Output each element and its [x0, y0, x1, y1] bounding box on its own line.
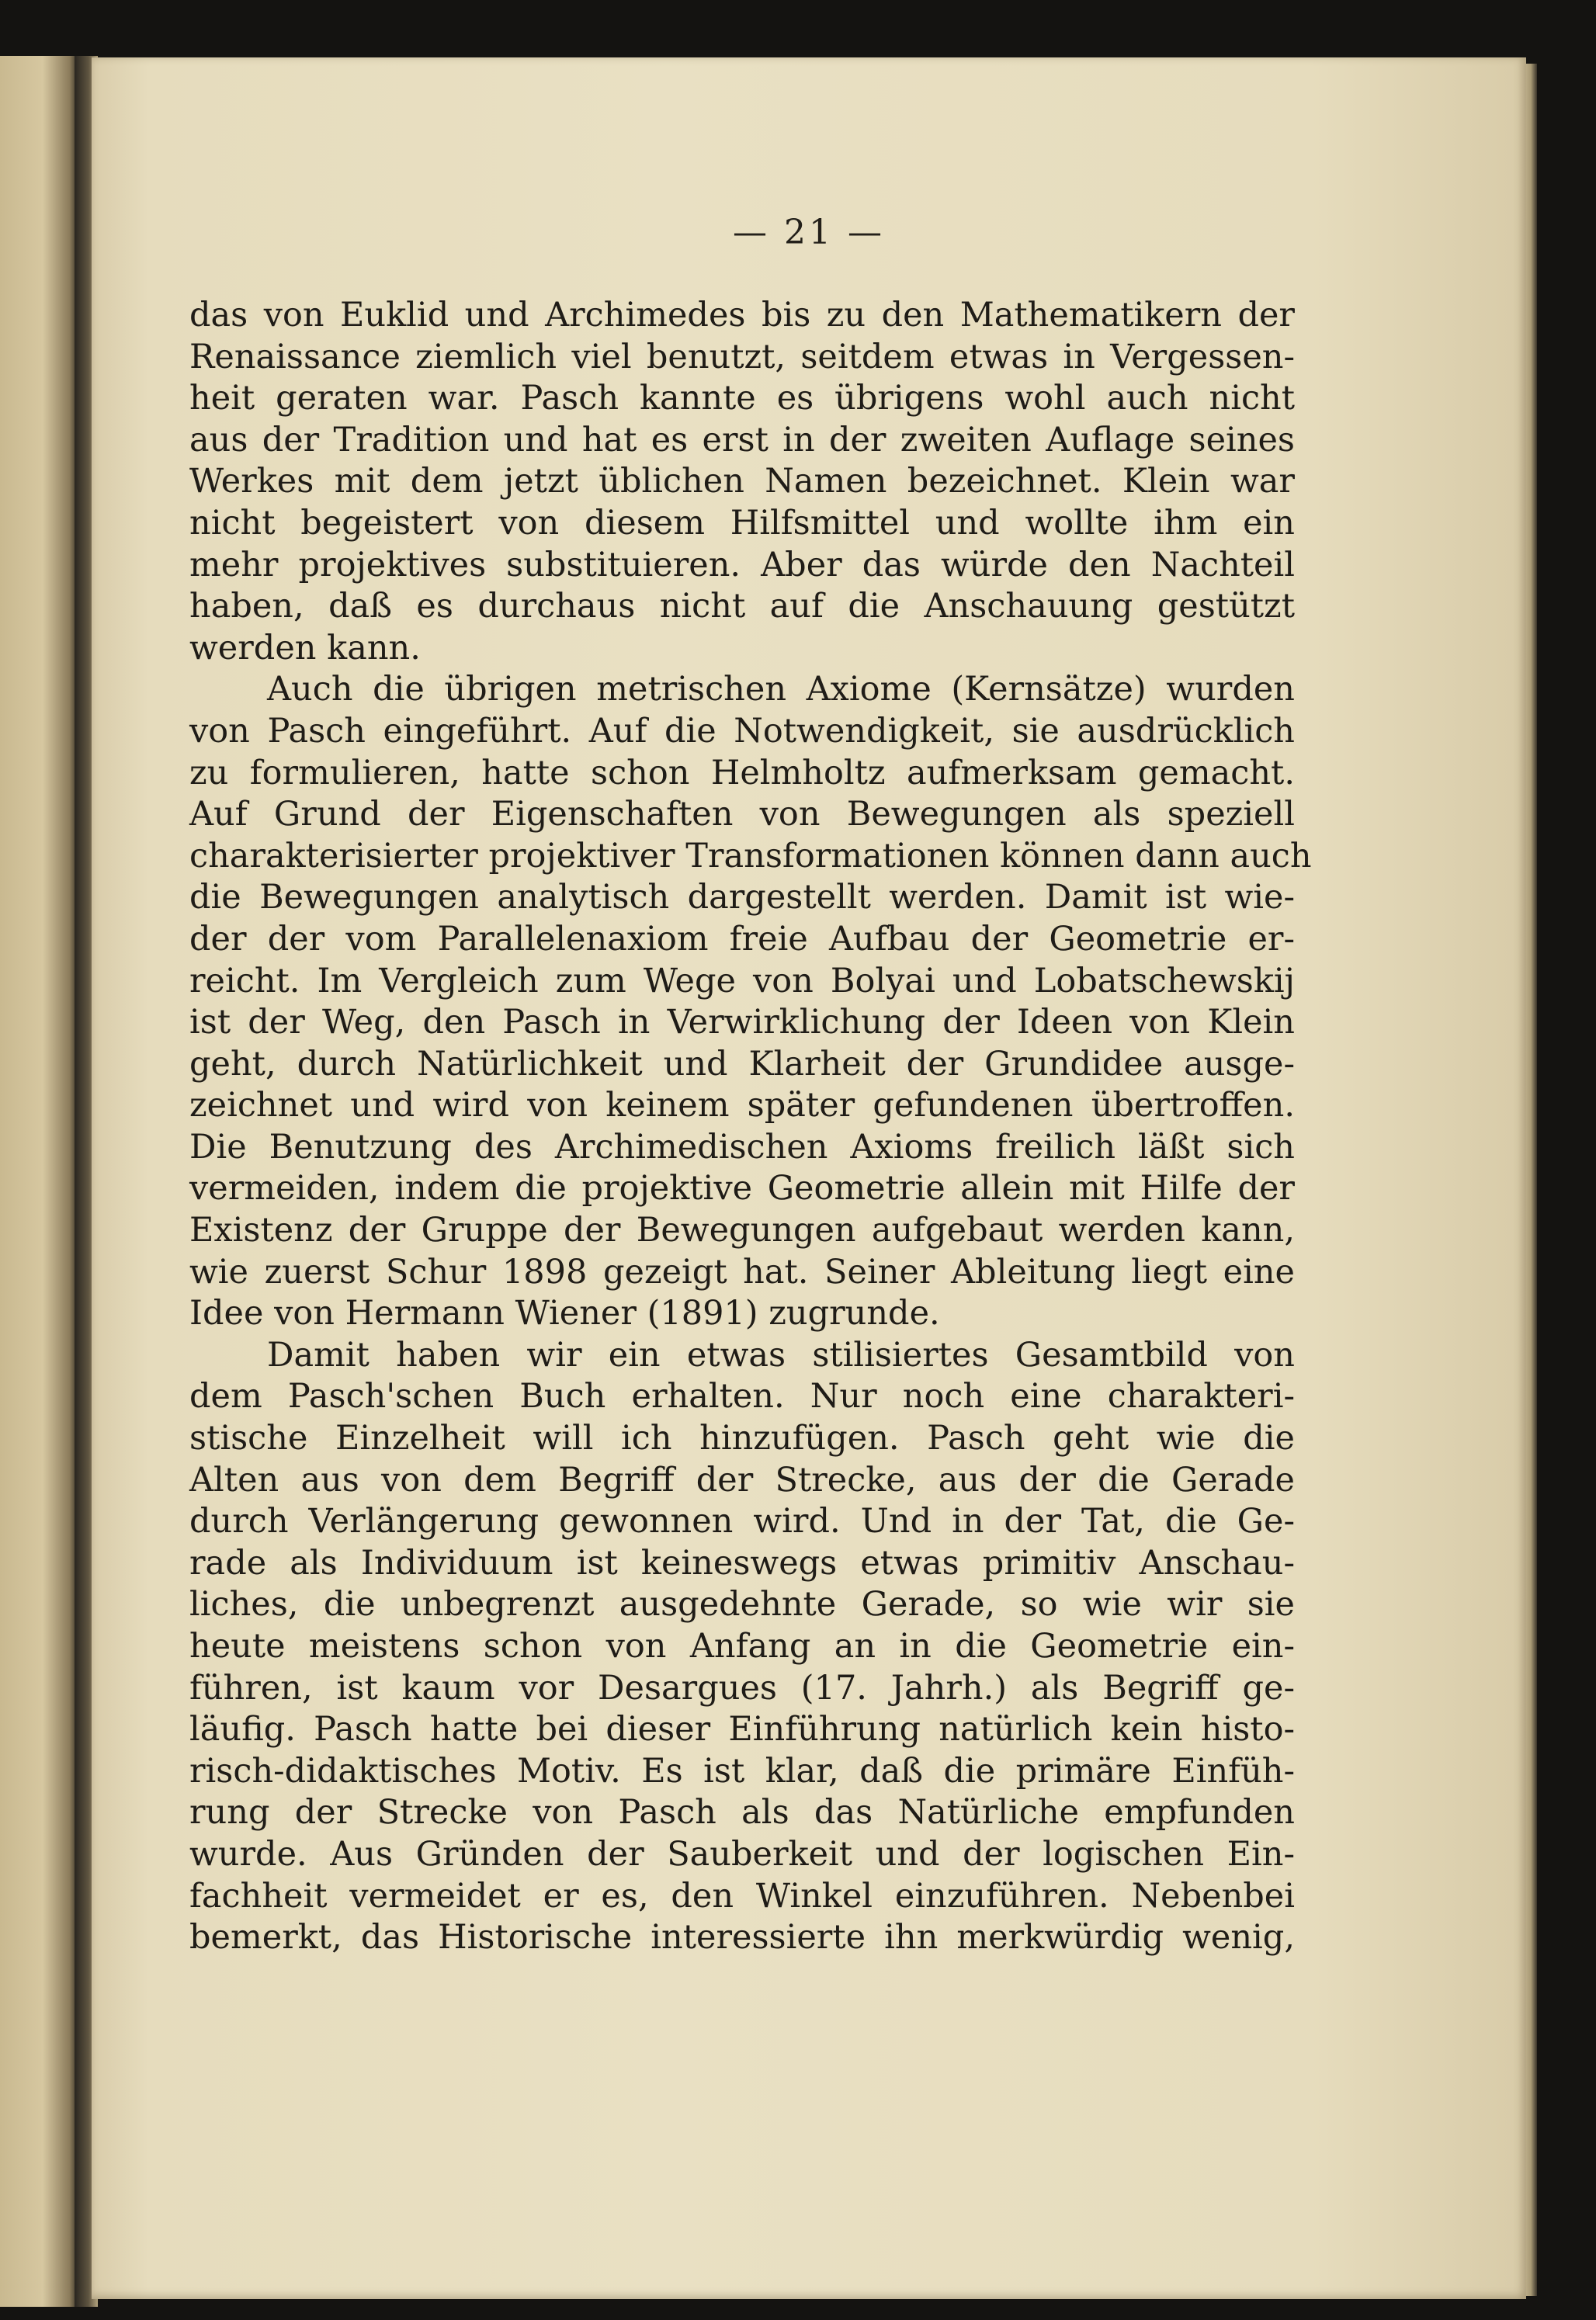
text-line: Alten aus von dem Begriff der Strecke, aus der die Gerade	[189, 1460, 1295, 1500]
text-line: rade als Individuum ist keineswegs etwas primitiv Anschau-	[189, 1543, 1295, 1583]
text-line: Werkes mit dem jetzt üblichen Namen bezeichnet. Klein war	[189, 462, 1295, 501]
text-line: ist der Weg, den Pasch in Verwirklichung der Ideen von Klein	[189, 1003, 1295, 1042]
text-line: reicht. Im Vergleich zum Wege von Bolyai und Lobatschewskij	[189, 961, 1295, 1000]
text-line: heute meistens schon von Anfang an in die Geometrie ein-	[189, 1627, 1295, 1666]
text-line: rung der Strecke von Pasch als das Natürliche empfunden	[189, 1793, 1295, 1833]
text-line: führen, ist kaum vor Desargues (17. Jahrh.) als Begriff ge-	[189, 1668, 1295, 1708]
text-line: durch Verlängerung gewonnen wird. Und in der Tat, die Ge-	[189, 1502, 1295, 1541]
text-line: Auch die übrigen metrischen Axiome (Kernsätze) wurden	[267, 670, 1295, 709]
text-line: der der vom Parallelenaxiom freie Aufbau der Geometrie er-	[189, 919, 1295, 959]
text-line: fachheit vermeidet er es, den Winkel einzuführen. Nebenbei	[189, 1876, 1295, 1916]
text-line: nicht begeistert von diesem Hilfsmittel und wollte ihm ein	[189, 503, 1295, 543]
text-line: mehr projektives substituieren. Aber das würde den Nachteil	[189, 545, 1295, 584]
text-line: Die Benutzung des Archimedischen Axioms freilich läßt sich	[189, 1127, 1295, 1167]
body-text	[189, 295, 1312, 1959]
text-line: liches, die unbegrenzt ausgedehnte Gerade, so wie wir sie	[189, 1585, 1295, 1625]
text-line: aus der Tradition und hat es erst in der zweiten Auflage seines	[189, 420, 1295, 459]
page-number: — 21 —	[733, 213, 885, 252]
text-line: geht, durch Natürlichkeit und Klarheit der Grundidee ausge-	[189, 1044, 1295, 1084]
text-line: wurde. Aus Gründen der Sauberkeit und der logischen Ein-	[189, 1834, 1295, 1874]
text-line: werden kann.	[189, 628, 421, 668]
text-line: Renaissance ziemlich viel benutzt, seitdem etwas in Vergessen-	[189, 337, 1295, 376]
text-line: charakterisierter projektiver Transformationen können dann auch	[189, 836, 1312, 876]
text-line: zeichnet und wird von keinem später gefundenen übertroffen.	[189, 1086, 1295, 1125]
text-line: haben, daß es durchaus nicht auf die Anschauung gestützt	[189, 587, 1295, 626]
text-line: stische Einzelheit will ich hinzufügen. Pasch geht wie die	[189, 1419, 1295, 1458]
text-line: läufig. Pasch hatte bei dieser Einführung natürlich kein histo-	[189, 1710, 1295, 1750]
text-line: Idee von Hermann Wiener (1891) zugrunde.	[189, 1294, 940, 1333]
text-line: zu formulieren, hatte schon Helmholtz aufmerksam gemacht.	[189, 753, 1295, 792]
text-line: das von Euklid und Archimedes bis zu den Mathematikern der	[189, 296, 1295, 335]
text-line: dem Pasch'schen Buch erhalten. Nur noch eine charakteri-	[189, 1377, 1295, 1417]
text-line: Auf Grund der Eigenschaften von Bewegungen als speziell	[189, 795, 1295, 834]
text-line: bemerkt, das Historische interessierte ihn merkwürdig wenig,	[189, 1918, 1295, 1958]
facing-page-edge	[0, 56, 78, 2307]
text-line: wie zuerst Schur 1898 gezeigt hat. Seiner Ableitung liegt eine	[189, 1252, 1295, 1292]
text-line: von Pasch eingeführt. Auf die Notwendigkeit, sie ausdrücklich	[189, 711, 1295, 751]
text-line: heit geraten war. Pasch kannte es übrigens wohl auch nicht	[189, 379, 1295, 418]
text-line: Existenz der Gruppe der Bewegungen aufgebaut werden kann,	[189, 1211, 1295, 1250]
text-line: risch-didaktisches Motiv. Es ist klar, daß die primäre Einfüh-	[189, 1751, 1295, 1791]
text-line: Damit haben wir ein etwas stilisiertes Gesamtbild von	[267, 1335, 1295, 1375]
text-line: die Bewegungen analytisch dargestellt werden. Damit ist wie-	[189, 878, 1295, 917]
text-line: vermeiden, indem die projektive Geometrie allein mit Hilfe der	[189, 1169, 1295, 1209]
